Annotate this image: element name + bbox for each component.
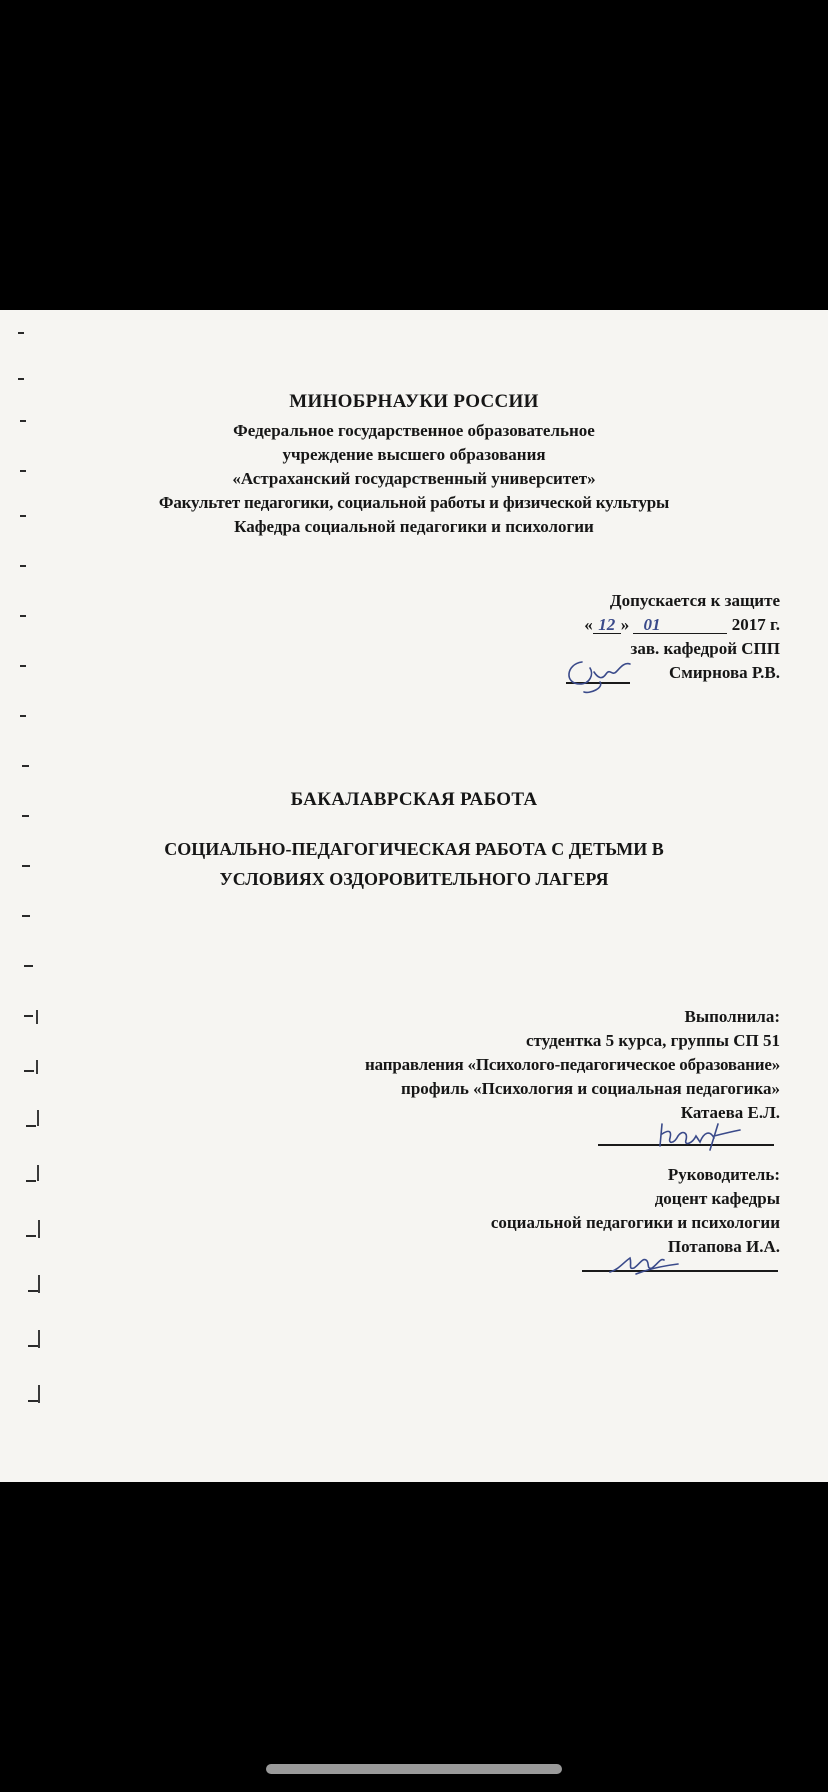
document-page [0,310,828,1482]
binding-tick [26,1125,36,1127]
binding-tick [18,332,24,334]
binding-tick [28,1290,38,1292]
supervisor-name: Потапова И.А. [667,1237,780,1256]
binding-mark [38,1330,40,1348]
binding-tick [22,815,29,817]
author-name: Катаева Е.Л. [680,1103,780,1122]
department-name: Кафедра социальной педагогики и психологии [234,517,594,536]
author-direction: направления «Психолого-педагогическое образование» [365,1055,780,1074]
binding-mark [36,1060,38,1074]
faculty-name: Факультет педагогики, социальной работы и физической культуры [158,493,670,512]
binding-tick [20,615,26,617]
binding-tick [24,1015,33,1017]
binding-mark [38,1385,40,1403]
binding-tick [20,715,26,717]
binding-mark [37,1110,39,1126]
binding-tick [22,865,30,867]
binding-mark [38,1220,40,1238]
university-name: «Астраханский государственный университет» [232,469,596,488]
author-signature [640,1118,760,1154]
head-name: Смирнова Р.В. [668,663,780,682]
binding-tick [18,378,24,380]
ministry-name: МИНОБРНАУКИ РОССИИ [289,391,539,412]
admitted-label: Допускается к защите [609,591,780,610]
work-title-line-2: УСЛОВИЯХ ОЗДОРОВИТЕЛЬНОГО ЛАГЕРЯ [219,869,609,889]
author-course: студентка 5 курса, группы СП 51 [525,1031,780,1050]
supervisor-label: Руководитель: [667,1165,780,1184]
author-label: Выполнила: [684,1007,780,1026]
binding-mark [37,1165,39,1181]
binding-tick [26,1235,36,1237]
binding-mark [36,1010,38,1024]
date-day: 12 [593,616,621,634]
work-title-line-1: СОЦИАЛЬНО-ПЕДАГОГИЧЕСКАЯ РАБОТА С ДЕТЬМИ В [164,839,664,859]
date-open-quote: « [584,615,593,634]
supervisor-signature [606,1248,696,1278]
approval-date [584,616,780,634]
work-type: БАКАЛАВРСКАЯ РАБОТА [290,789,538,810]
date-month: 01 [633,616,727,634]
binding-tick [20,515,26,517]
institution-line-1: Федеральное государственное образовательное [233,421,595,440]
author-profile: профиль «Психология и социальная педагогика» [401,1079,780,1098]
binding-tick [26,1180,36,1182]
head-title: зав. кафедрой СПП [630,639,780,658]
binding-tick [20,665,26,667]
date-year: 2017 г. [731,615,780,634]
home-indicator[interactable] [266,1764,562,1774]
supervisor-position: доцент кафедры [654,1189,780,1208]
supervisor-department: социальной педагогики и психологии [490,1213,780,1232]
binding-tick [28,1345,38,1347]
binding-tick [28,1400,38,1402]
binding-mark [38,1275,40,1293]
binding-tick [24,1070,34,1072]
institution-line-2: учреждение высшего образования [282,445,546,464]
binding-tick [22,765,29,767]
date-close-quote: » [620,615,630,634]
head-signature [560,648,640,696]
binding-tick [22,915,30,917]
binding-tick [20,565,26,567]
binding-tick [24,965,33,967]
